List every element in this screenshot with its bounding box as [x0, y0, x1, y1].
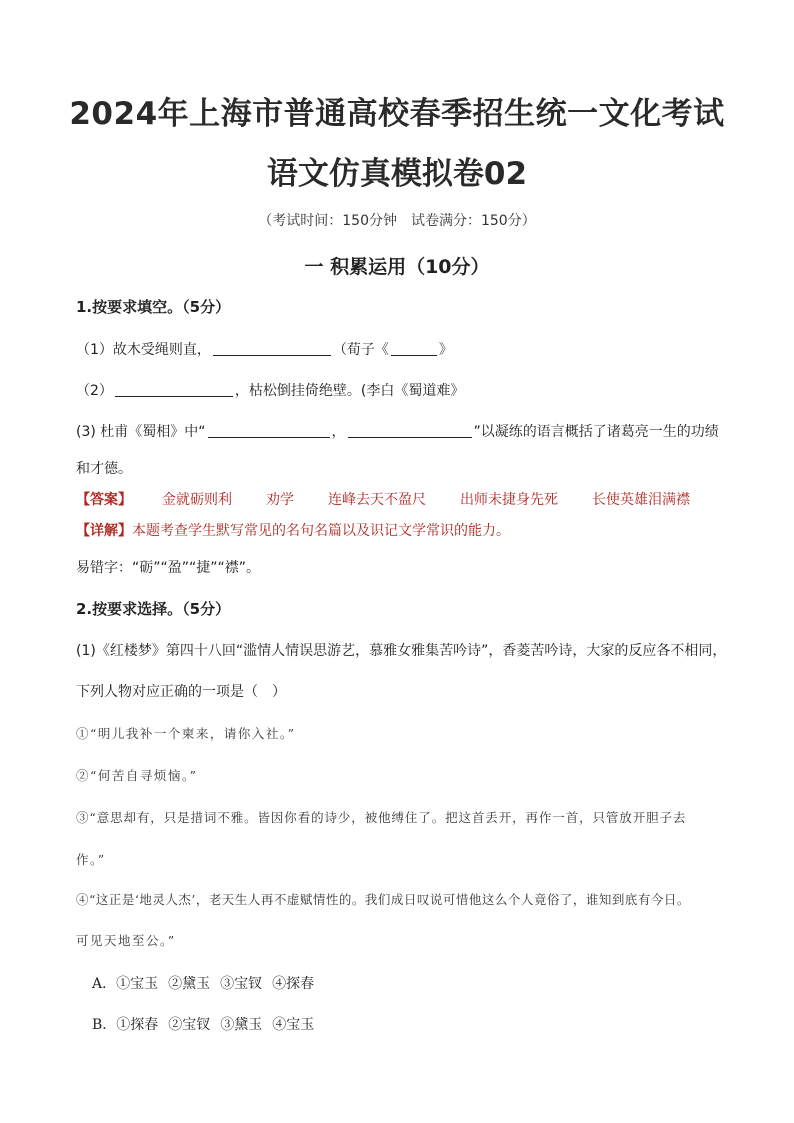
q1-item3-cont: 和才德。 — [76, 461, 132, 477]
exam-title-line1: 2024年上海市普通高校春季招生统一文化考试 — [69, 96, 725, 132]
option-a-3: ③宝钗 — [220, 976, 263, 992]
q2-option-b[interactable] — [92, 1014, 324, 1034]
q1-item1-blank-b[interactable] — [391, 342, 437, 356]
q1-item1 — [76, 339, 453, 359]
q2-quote3-line1: ③“意思却有，只是措词不雅。皆因你看的诗少，被他缚住了。把这首丢开，再作一首，只管放开胆子去 — [76, 810, 687, 825]
q1-item3-blank-a[interactable] — [208, 424, 330, 438]
q1-item2-blank[interactable] — [115, 383, 233, 397]
q1-item2-suffix: ，枯松倒挂倚绝壁。(李白《蜀道难》 — [234, 383, 465, 399]
option-b-3: ③黛玉 — [220, 1017, 263, 1033]
detail-label: 【详解】 — [76, 523, 132, 539]
q1-item3-blank-b[interactable] — [348, 424, 472, 438]
q2-quote2: ②“何苦自寻烦恼。” — [76, 768, 198, 783]
q2-heading: 2.按要求选择。（5分） — [76, 600, 231, 618]
q1-item3-mid: ， — [331, 424, 346, 440]
option-a-2: ②黛玉 — [168, 976, 211, 992]
q2-quote4-line2: 可见天地至公。” — [76, 933, 176, 948]
q1-item1-blank-a[interactable] — [213, 342, 331, 356]
q1-item1-mid: （荀子《 — [332, 342, 389, 358]
q2-quote4-line1: ④“这正是‘地灵人杰’，老天生人再不虚赋情性的。我们成日叹说可惜他这么个人竟俗了，谁知到底有今日。 — [76, 892, 690, 907]
detail-text: 本题考查学生默写常见的名句名篇以及识记文学常识的能力。 — [132, 523, 510, 539]
exam-title-line2: 语文仿真模拟卷02 — [266, 156, 528, 192]
q1-item3-prefix: (3) 杜甫《蜀相》中“ — [76, 424, 206, 440]
answer-2: 劝学 — [266, 492, 294, 508]
q1-item3 — [76, 421, 719, 441]
q2-quote3-line2: 作。” — [76, 852, 106, 867]
answer-4: 出师未捷身先死 — [460, 492, 558, 508]
q2-quote1: ①“明儿我补一个柬来，请你入社。” — [76, 726, 296, 741]
section-heading: 一 积累运用（10分） — [304, 256, 490, 278]
answer-label: 【答案】 — [76, 492, 132, 508]
option-b-1: B．①探春 — [92, 1017, 159, 1033]
q1-errors: 易错字：“砺”“盈”“捷”“襟”。 — [76, 560, 261, 576]
option-a-4: ④探春 — [272, 976, 315, 992]
option-a-1: A．①宝玉 — [92, 976, 159, 992]
q1-item3-suffix: ”以凝练的语言概括了诸葛亮一生的功绩 — [473, 424, 719, 440]
q1-item2 — [76, 380, 464, 400]
option-b-2: ②宝钗 — [168, 1017, 211, 1033]
answer-1: 金就砺则利 — [162, 492, 232, 508]
answer-3: 连峰去天不盈尺 — [328, 492, 426, 508]
exam-meta: （考试时间：150分钟 试卷满分：150分） — [258, 213, 536, 229]
q1-detail — [76, 520, 510, 540]
q1-item1-suffix: 》 — [438, 342, 453, 358]
q1-heading: 1.按要求填空。（5分） — [76, 298, 231, 316]
answer-5: 长使英雄泪满襟 — [592, 492, 690, 508]
option-b-4: ④宝玉 — [272, 1017, 315, 1033]
q1-item2-prefix: （2） — [76, 383, 113, 399]
q1-item1-prefix: （1）故木受绳则直， — [76, 342, 211, 358]
q2-stem-line1: (1)《红楼梦》第四十八回“滥情人情误思游艺，慕雅女雅集苦吟诗”，香菱苦吟诗，大家的反应各不相同， — [76, 643, 727, 659]
q2-option-a[interactable] — [92, 973, 324, 993]
q1-answer-row — [76, 489, 690, 509]
q2-stem-line2: 下列人物对应正确的一项是（ ） — [76, 684, 286, 700]
